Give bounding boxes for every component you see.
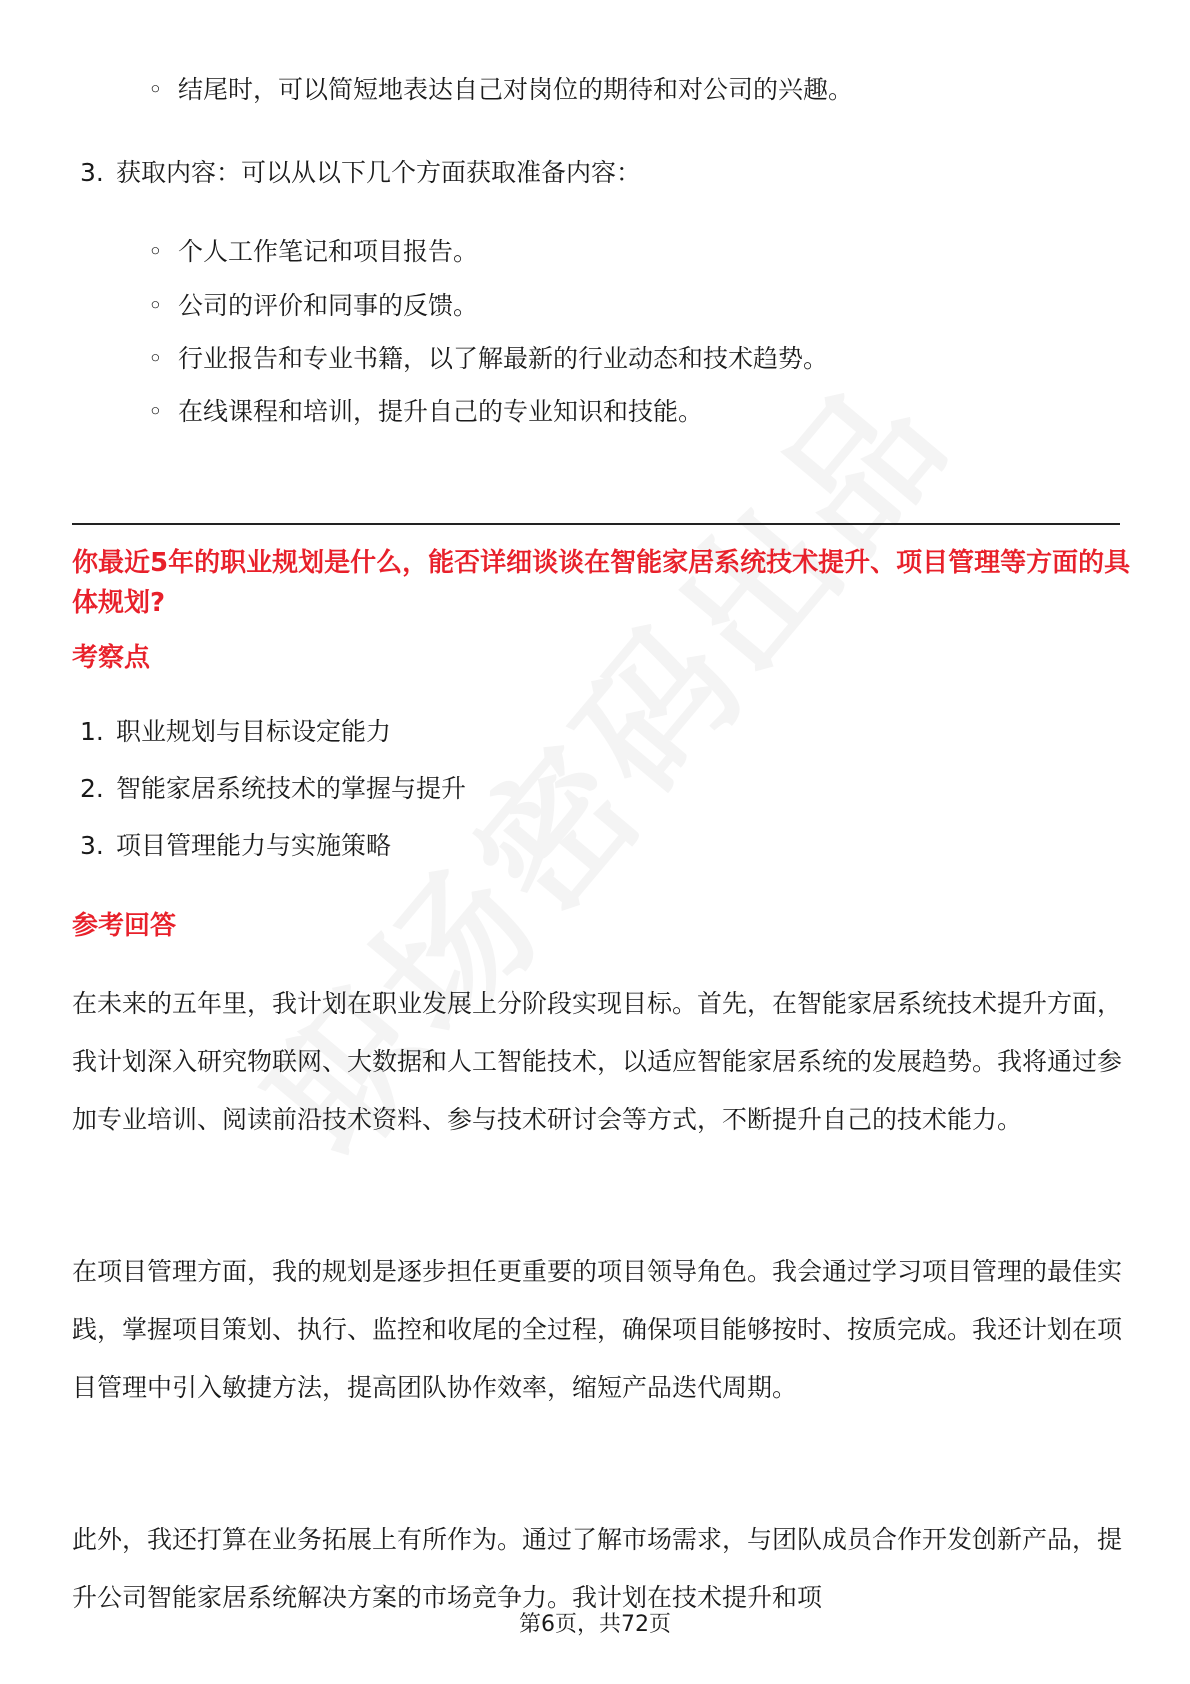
bullet-icon: ◦ [148,344,163,373]
focus-point-item [80,773,466,805]
list-text: 智能家居系统技术的掌握与提升 [116,774,467,803]
answer-heading: 参考回答 [72,911,177,941]
list-number: 3. [80,831,104,860]
bullet-icon: ◦ [148,75,163,104]
content-bullet-item [148,343,828,375]
list-text: 获取内容：可以从以下几个方面获取准备内容： [116,158,642,187]
answer-paragraph: 此外，我还打算在业务拓展上有所作为。通过了解市场需求，与团队成员合作开发创新产品，提升公司智能家居系统解决方案的市场竞争力。我计划在技术提升和项 [72,1525,1123,1612]
section-divider [72,523,1120,525]
bullet-icon: ◦ [148,237,163,266]
bullet-text: 个人工作笔记和项目报告。 [178,237,479,266]
list-number: 1. [80,717,104,746]
content-list-item [80,157,641,189]
list-number: 2. [80,774,104,803]
list-number: 3. [80,158,104,187]
list-text: 职业规划与目标设定能力 [116,717,392,746]
content-bullet-item [148,396,703,428]
list-text: 项目管理能力与实施策略 [116,831,392,860]
bullet-text: 行业报告和专业书籍，以了解最新的行业动态和技术趋势。 [178,344,829,373]
bullet-icon: ◦ [148,291,163,320]
bullet-text: 在线课程和培训，提升自己的专业知识和技能。 [178,397,704,426]
intro-bullet-item [148,74,853,106]
content-bullet-item [148,290,478,322]
bullet-text: 结尾时，可以简短地表达自己对岗位的期待和对公司的兴趣。 [178,75,854,104]
focus-point-item [80,716,391,748]
answer-paragraph: 在未来的五年里，我计划在职业发展上分阶段实现目标。首先，在智能家居系统技术提升方面，我计划深入研究物联网、大数据和人工智能技术，以适应智能家居系统的发展趋势。我将通过参加专业培训、阅读前沿技术资料、参与技术研讨会等方式，不断提升自己的技术能力。 [72,989,1123,1134]
bullet-icon: ◦ [148,397,163,426]
bullet-text: 公司的评价和同事的反馈。 [178,291,479,320]
answer-paragraph: 在项目管理方面，我的规划是逐步担任更重要的项目领导角色。我会通过学习项目管理的最佳实践，掌握项目策划、执行、监控和收尾的全过程，确保项目能够按时、按质完成。我还计划在项目管理中引入敏捷方法，提高团队协作效率，缩短产品迭代周期。 [72,1257,1123,1402]
focus-point-item [80,830,391,862]
page-footer: 第6页，共72页 [519,1612,671,1637]
question-title: 你最近5年的职业规划是什么，能否详细谈谈在智能家居系统技术提升、项目管理等方面的具体规划? [72,548,1131,618]
content-bullet-item [148,236,478,268]
focus-heading: 考察点 [72,643,151,673]
